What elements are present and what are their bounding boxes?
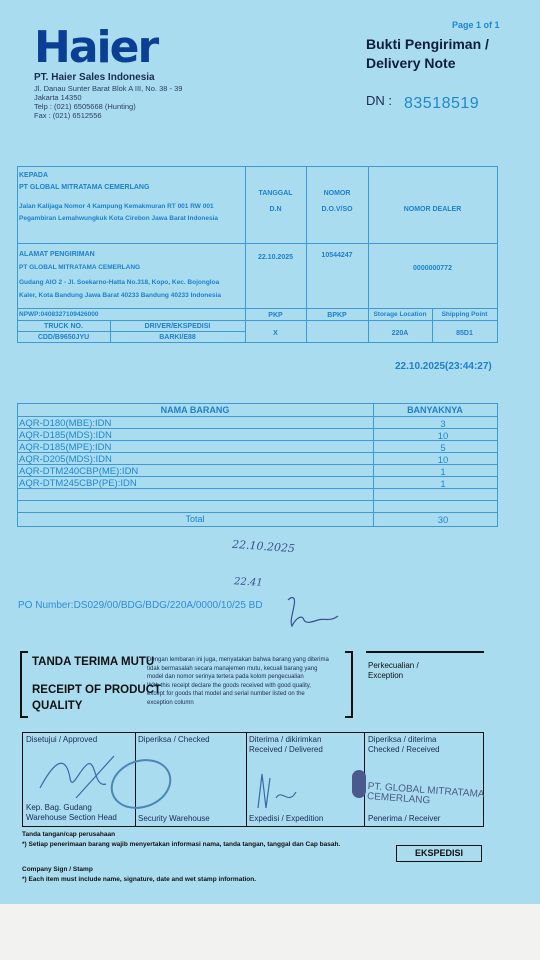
pkp-value: X xyxy=(273,330,278,337)
exception-label-line: Exception xyxy=(368,671,404,680)
item-name: AQR-DTM245CBP(PE):IDN xyxy=(19,478,137,489)
receipt-title-id: TANDA TERIMA MUTU xyxy=(32,656,155,668)
received-label-line: Checked / Received xyxy=(368,745,440,754)
company-fax: Fax : (021) 6512556 xyxy=(34,111,102,120)
warehouse-head-line: Kep. Bag. Gudang xyxy=(26,803,92,812)
delivered-label-line: Received / Delivered xyxy=(249,745,323,754)
item-qty: 1 xyxy=(440,479,446,490)
item-name: AQR-D180(MBE):IDN xyxy=(19,418,112,429)
alamat-address-line: Gudang AIO 2 - Jl. Soekarno-Hatta No.318, Kopo, Kec. Bojongloa xyxy=(19,279,220,286)
receipt-text-line: tidak bermasalah secara manajemen mutu, kecuali barang yang xyxy=(147,665,318,672)
kepada-address-line: Jalan Kalijaga Nomor 4 Kampung Kemakmuran RT 001 RW 001 xyxy=(19,203,214,210)
delivered-label-line: Diterima / dikirimkan xyxy=(249,735,322,744)
col-banyaknya: BANYAKNYA xyxy=(407,405,463,415)
kepada-address-line: Pegambiran Lemahwungkuk Kota Cirebon Jawa Barat Indonesia xyxy=(19,215,219,222)
footer-note-en: *) Each item must include name, signature, date and wet stamp information. xyxy=(22,876,257,883)
kepada-name: PT GLOBAL MITRATAMA CEMERLANG xyxy=(19,184,150,191)
alamat-label: ALAMAT PENGIRIMAN xyxy=(19,251,95,258)
dn-number: 83518519 xyxy=(404,95,480,112)
item-qty: 3 xyxy=(440,419,446,430)
kepada-label: KEPADA xyxy=(19,172,49,179)
shipping-point-header: Shipping Point xyxy=(441,311,488,318)
checked-label: Diperiksa / Checked xyxy=(138,735,210,744)
handwritten-date: 22.10.2025 xyxy=(231,537,296,556)
exception-label xyxy=(368,661,419,681)
tanggal-sub-header: D.N xyxy=(269,206,282,213)
received-label-line: Diperiksa / diterima xyxy=(368,735,437,744)
tanggal-value: 22.10.2025 xyxy=(257,254,294,261)
approver-signature xyxy=(36,748,126,808)
exception-label-line: Perkecualian / xyxy=(368,661,419,670)
col-nama-barang: NAMA BARANG xyxy=(160,405,230,415)
approved-label: Disetujui / Approved xyxy=(26,735,98,744)
warehouse-head-line: Warehouse Section Head xyxy=(26,813,117,822)
alamat-address-line: Kaler, Kota Bandung Jawa Barat 40233 Bandung 40233 Indonesia xyxy=(19,292,221,299)
expedition-label: Expedisi / Expedition xyxy=(249,814,324,823)
pkp-header: PKP xyxy=(268,312,283,319)
receipt-box xyxy=(20,651,353,718)
storage-location-value: 220A xyxy=(391,330,409,337)
item-qty: 5 xyxy=(440,443,446,454)
total-value: 30 xyxy=(437,515,449,526)
warehouse-head-label xyxy=(26,803,117,823)
dn-label: DN : xyxy=(366,93,392,108)
company-phone: Telp : (021) 6505668 (Hunting) xyxy=(34,102,136,111)
item-qty: 10 xyxy=(437,431,449,442)
item-qty: 10 xyxy=(437,455,449,466)
tanggal-header: TANGGAL xyxy=(258,190,293,197)
expedition-signature xyxy=(252,768,312,818)
receipt-text-line: exception column xyxy=(147,699,194,706)
bpkp-header: BPKP xyxy=(327,312,347,319)
truck-no-header: TRUCK NO. xyxy=(44,323,83,330)
receipt-text-line: With this receipt declare the goods received with good quality, xyxy=(147,682,311,689)
copy-label-ekspedisi: EKSPEDISI xyxy=(396,845,482,862)
document-title xyxy=(366,35,489,73)
receipt-title-en-2: QUALITY xyxy=(32,700,83,712)
receipt-text-line: except for goods that model and serial number listed on the xyxy=(147,691,305,697)
footer-sign-id: Tanda tangan/cap perusahaan xyxy=(22,831,116,838)
item-name: AQR-DTM240CBP(ME):IDN xyxy=(19,466,139,477)
receipt-title-en: RECEIPT OF PRODUCT xyxy=(32,684,162,696)
footer-sign-en: Company Sign / Stamp xyxy=(22,866,93,873)
driver-signature xyxy=(282,592,352,634)
receipt-text-id xyxy=(147,656,329,707)
footer-note-id: *) Setiap penerimaan barang wajib menyertakan informasi nama, tanda tangan, tanggal dan Cap basah. xyxy=(22,841,341,848)
received-label xyxy=(368,735,440,755)
po-number: PO Number:DS029/00/BDG/BDG/220A/0000/10/25 BD xyxy=(18,600,263,611)
nomor-sub-header: D.O.V/SO xyxy=(321,206,353,213)
receiver-label: Penerima / Receiver xyxy=(368,814,441,823)
stamp-mark-icon xyxy=(352,770,366,798)
security-label: Security Warehouse xyxy=(138,814,210,823)
truck-no-value: CDD/B9650JYU xyxy=(37,334,90,341)
shipping-point-value: 85D1 xyxy=(456,330,473,337)
receipt-text-line: model dan nomor serinya tertera pada kolom pengecualian xyxy=(147,674,304,680)
nomor-value: 10544247 xyxy=(321,252,353,259)
item-name: AQR-D185(MDS):IDN xyxy=(19,430,112,441)
nomor-dealer-header: NOMOR DEALER xyxy=(403,206,462,213)
company-address-line: Jl. Danau Sunter Barat Blok A III, No. 38 - 39 xyxy=(34,84,183,93)
document-title-line1: Bukti Pengiriman / xyxy=(366,36,489,52)
page-number: Page 1 of 1 xyxy=(452,20,500,30)
print-timestamp: 22.10.2025(23:44:27) xyxy=(395,361,492,372)
company-name: PT. Haier Sales Indonesia xyxy=(34,72,155,83)
alamat-name: PT GLOBAL MITRATAMA CEMERLANG xyxy=(19,264,141,271)
exception-box xyxy=(366,651,484,718)
dealer-value: 0000000772 xyxy=(413,265,452,272)
total-label: Total xyxy=(185,514,205,524)
item-name: AQR-D185(MPE):IDN xyxy=(19,442,112,453)
item-name: AQR-D205(MDS):IDN xyxy=(19,454,112,465)
driver-header: DRIVER/EKSPEDISI xyxy=(144,323,211,330)
receipt-text-line: Dengan lembaran ini juga, menyatakan bahwa barang yang diterima xyxy=(147,657,329,663)
driver-value: BARKI/E88 xyxy=(159,334,196,341)
item-qty: 1 xyxy=(440,467,446,478)
storage-location-header: Storage Location xyxy=(373,311,427,318)
receiver-company-stamp: PT. GLOBAL MITRATAMA CEMERLANG xyxy=(366,781,485,807)
nomor-header: NOMOR xyxy=(323,190,351,197)
company-address-line: Jakarta 14350 xyxy=(34,93,82,102)
npwp: NPWP:0408327109426000 xyxy=(19,311,99,318)
delivered-label xyxy=(249,735,323,755)
document-title-line2: Delivery Note xyxy=(366,55,456,71)
handwritten-time: 22.41 xyxy=(233,576,263,589)
haier-logo: Haier xyxy=(34,22,158,73)
